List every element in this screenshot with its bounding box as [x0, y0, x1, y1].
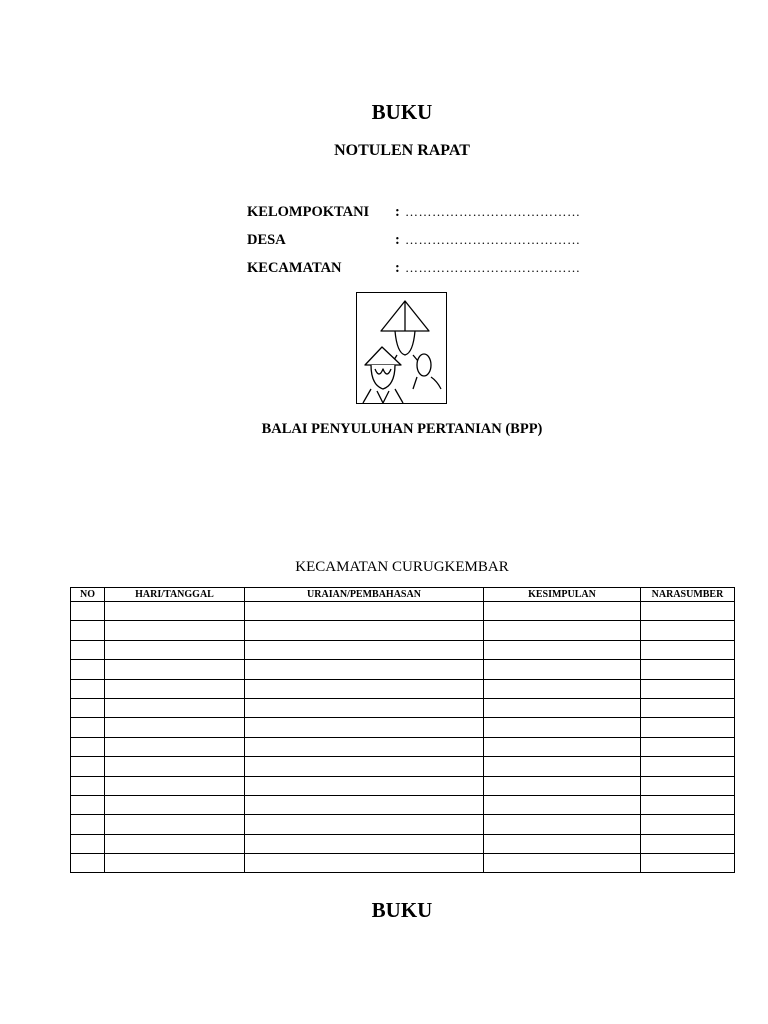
farmers-logo-icon — [357, 293, 446, 403]
table-header-row — [71, 588, 735, 602]
table-cell — [641, 776, 735, 795]
table-cell — [245, 718, 484, 737]
document-title: BUKU — [371, 100, 433, 124]
table-row — [71, 757, 735, 776]
table-cell — [484, 602, 641, 621]
table-row — [71, 795, 735, 814]
table-cell — [641, 621, 735, 640]
table-cell — [71, 698, 105, 717]
table-cell — [245, 640, 484, 659]
table-row — [71, 854, 735, 873]
field-value: ………………………………… — [405, 232, 581, 247]
table-cell — [105, 757, 245, 776]
table-cell — [71, 757, 105, 776]
table-cell — [105, 660, 245, 679]
table-row — [71, 602, 735, 621]
footer-title: BUKU — [371, 898, 433, 922]
table-row — [71, 640, 735, 659]
table-row — [71, 621, 735, 640]
table-cell — [641, 602, 735, 621]
table-cell — [71, 621, 105, 640]
column-header-no: NO — [71, 588, 105, 602]
table-cell — [641, 640, 735, 659]
district-name: KECAMATAN CURUGKEMBAR — [295, 559, 509, 575]
table-cell — [105, 698, 245, 717]
table-cell — [245, 757, 484, 776]
table-row — [71, 834, 735, 853]
table-cell — [641, 795, 735, 814]
logo-frame — [356, 292, 447, 404]
table-cell — [105, 834, 245, 853]
table-cell — [71, 854, 105, 873]
table-cell — [641, 679, 735, 698]
column-header-discussion: URAIAN/PEMBAHASAN — [245, 588, 484, 602]
column-header-speaker: NARASUMBER — [641, 588, 735, 602]
table-row — [71, 679, 735, 698]
table-cell — [641, 660, 735, 679]
field-colon: : — [395, 204, 400, 220]
table-cell — [105, 737, 245, 756]
table-cell — [641, 737, 735, 756]
table-cell — [105, 621, 245, 640]
field-label: DESA — [247, 232, 286, 248]
table-cell — [71, 834, 105, 853]
table-cell — [484, 718, 641, 737]
field-label: KECAMATAN — [247, 260, 342, 276]
table-cell — [105, 602, 245, 621]
table-cell — [71, 718, 105, 737]
table-cell — [71, 776, 105, 795]
table-cell — [484, 737, 641, 756]
table-cell — [105, 679, 245, 698]
table-cell — [245, 834, 484, 853]
table-cell — [105, 640, 245, 659]
field-label: KELOMPOKTANI — [247, 204, 370, 220]
column-header-conclusion: KESIMPULAN — [484, 588, 641, 602]
table-cell — [641, 854, 735, 873]
table-cell — [245, 854, 484, 873]
table-row — [71, 776, 735, 795]
table-cell — [105, 718, 245, 737]
table-cell — [71, 737, 105, 756]
table-cell — [71, 640, 105, 659]
table-cell — [484, 815, 641, 834]
field-kelompoktani — [247, 202, 581, 222]
table-cell — [71, 660, 105, 679]
minutes-table — [70, 587, 735, 873]
table-cell — [71, 679, 105, 698]
table-cell — [641, 718, 735, 737]
table-cell — [245, 660, 484, 679]
table-cell — [245, 795, 484, 814]
field-colon: : — [395, 232, 400, 248]
field-value: ………………………………… — [405, 260, 581, 275]
table-cell — [245, 815, 484, 834]
table-cell — [484, 621, 641, 640]
table-cell — [105, 815, 245, 834]
table-row — [71, 718, 735, 737]
field-desa — [247, 230, 581, 250]
table-cell — [641, 698, 735, 717]
table-cell — [245, 621, 484, 640]
table-row — [71, 737, 735, 756]
table-cell — [245, 776, 484, 795]
table-cell — [484, 757, 641, 776]
table-cell — [641, 815, 735, 834]
table-cell — [484, 640, 641, 659]
table-cell — [71, 795, 105, 814]
table-cell — [484, 776, 641, 795]
table-cell — [484, 795, 641, 814]
table-cell — [245, 698, 484, 717]
table-row — [71, 815, 735, 834]
field-value: ………………………………… — [405, 204, 581, 219]
table-cell — [105, 854, 245, 873]
document-subtitle: NOTULEN RAPAT — [334, 142, 470, 159]
table-cell — [484, 660, 641, 679]
table-cell — [245, 602, 484, 621]
table-cell — [484, 834, 641, 853]
field-kecamatan — [247, 258, 581, 278]
table-cell — [641, 834, 735, 853]
table-cell — [641, 757, 735, 776]
field-colon: : — [395, 260, 400, 276]
table-row — [71, 698, 735, 717]
table-cell — [245, 679, 484, 698]
table-cell — [245, 737, 484, 756]
table-cell — [105, 795, 245, 814]
table-body — [71, 602, 735, 873]
table-cell — [484, 854, 641, 873]
organization-name: BALAI PENYULUHAN PERTANIAN (BPP) — [261, 421, 543, 437]
table-cell — [484, 698, 641, 717]
table-row — [71, 660, 735, 679]
column-header-date: HARI/TANGGAL — [105, 588, 245, 602]
table-cell — [71, 602, 105, 621]
table-cell — [71, 815, 105, 834]
table-cell — [105, 776, 245, 795]
table-cell — [484, 679, 641, 698]
